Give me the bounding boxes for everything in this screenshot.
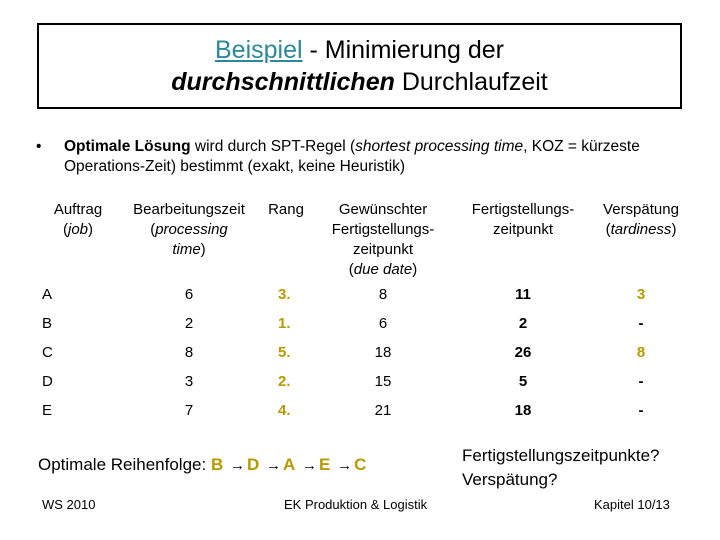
cell-rank: 4. [278,402,291,419]
header-pt-label: Bearbeitungszeit [133,201,245,218]
cell-job: E [42,402,53,419]
header-due-2: Fertigstellungs- [331,221,435,238]
cell-rank: 2. [278,373,291,390]
cell-processing-time: 6 [184,286,194,303]
table-row [38,309,690,338]
table-row [38,396,690,425]
cell-rank: 3. [278,286,291,303]
bullet-italic: shortest processing time [355,138,524,155]
cell-due-date: 6 [378,315,388,332]
sequence-job-4: E [318,455,331,474]
cell-completion-time: 18 [514,402,532,419]
sequence-job-2: D [246,455,260,474]
header-rank-label: Rang [268,201,304,218]
header-due-1: Gewünschter [338,201,428,218]
title-box [37,23,682,109]
cell-processing-time: 8 [184,344,194,361]
cell-processing-time: 3 [184,373,194,390]
optimal-sequence [38,455,366,475]
table-row [38,280,690,309]
cell-completion-time: 11 [515,286,531,303]
bullet-dot-icon: • [36,138,42,155]
bullet-part-1: wird durch SPT-Regel ( [190,138,356,155]
cell-job: C [42,344,53,361]
sequence-job-3: A [282,455,296,474]
sequence-job-1: B [210,455,224,474]
header-job-label: Auftrag [53,201,103,218]
footer-course: EK Produktion & Logistik [284,497,428,512]
cell-due-date: 15 [374,373,392,390]
job-table [38,200,690,425]
arrow-right-icon: → [265,457,281,474]
header-due-ital: due date [353,261,413,278]
cell-tardiness: - [638,402,644,419]
cell-processing-time: 7 [184,402,194,419]
title-line-1-rest: - Minimierung der [302,36,504,64]
cell-due-date: 18 [374,344,392,361]
bullet-bold: Optimale Lösung [64,138,191,155]
bullet-point [36,137,676,177]
bullet-text [64,137,676,177]
question-line-2: Verspätung? [462,470,558,489]
title-line-1 [215,34,504,66]
header-pt-ital-1: processing [155,221,228,238]
header-job: Auftrag (job) [53,201,103,238]
table-row [38,338,690,367]
sequence-job-5: C [354,455,367,474]
header-fin-2: zeitpunkt [492,221,554,238]
table-row [38,367,690,396]
cell-due-date: 8 [378,286,388,303]
header-tard-ital: tardiness [610,221,672,238]
arrow-right-icon: → [301,457,317,474]
cell-rank: 1. [278,315,291,332]
cell-completion-time: 26 [514,344,532,361]
footer-chapter: Kapitel 10/13 [594,497,670,512]
arrow-right-icon: → [337,457,353,474]
cell-completion-time: 5 [518,373,528,390]
header-fin-1: Fertigstellungs- [471,201,575,218]
title-link[interactable]: Beispiel [214,36,303,64]
header-tard-label: Verspätung [603,201,679,218]
header-due-date: Gewünschter Fertigstellungs- zeitpunkt (due date) [331,201,435,278]
title-emphasis: durchschnittlichen [171,68,395,96]
cell-tardiness: - [638,315,644,332]
cell-job: D [42,373,53,390]
cell-due-date: 21 [374,402,392,419]
header-pt-ital-2: time [172,241,201,258]
sequence-label: Optimale Reihenfolge: [38,455,211,474]
title-line-2-rest: Durchlaufzeit [394,68,548,96]
cell-tardiness: 3 [636,286,646,303]
table-header-row [38,200,690,280]
cell-tardiness: 8 [636,344,646,361]
header-job-ital: job [67,221,89,238]
header-due-3: zeitpunkt [352,241,414,258]
cell-processing-time: 2 [184,315,194,332]
question-line-1: Fertigstellungszeitpunkte? [462,446,660,465]
header-rank [260,200,312,280]
cell-tardiness: - [638,373,644,390]
header-tardiness: Verspätung (tardiness) [603,201,679,238]
arrow-right-icon: → [229,457,245,474]
cell-job: A [42,286,53,303]
title-line-2 [171,66,548,98]
header-processing-time: Bearbeitungszeit (processing time) [133,201,245,258]
question-text [462,444,660,492]
cell-rank: 5. [278,344,291,361]
cell-completion-time: 2 [518,315,528,332]
cell-job: B [42,315,53,332]
footer-semester: WS 2010 [42,497,96,512]
bullet-part-2: , KOZ = kürzeste Operations-Zeit) bestimmt (exakt, keine Heuristik) [64,138,640,175]
header-completion-time [454,200,592,280]
